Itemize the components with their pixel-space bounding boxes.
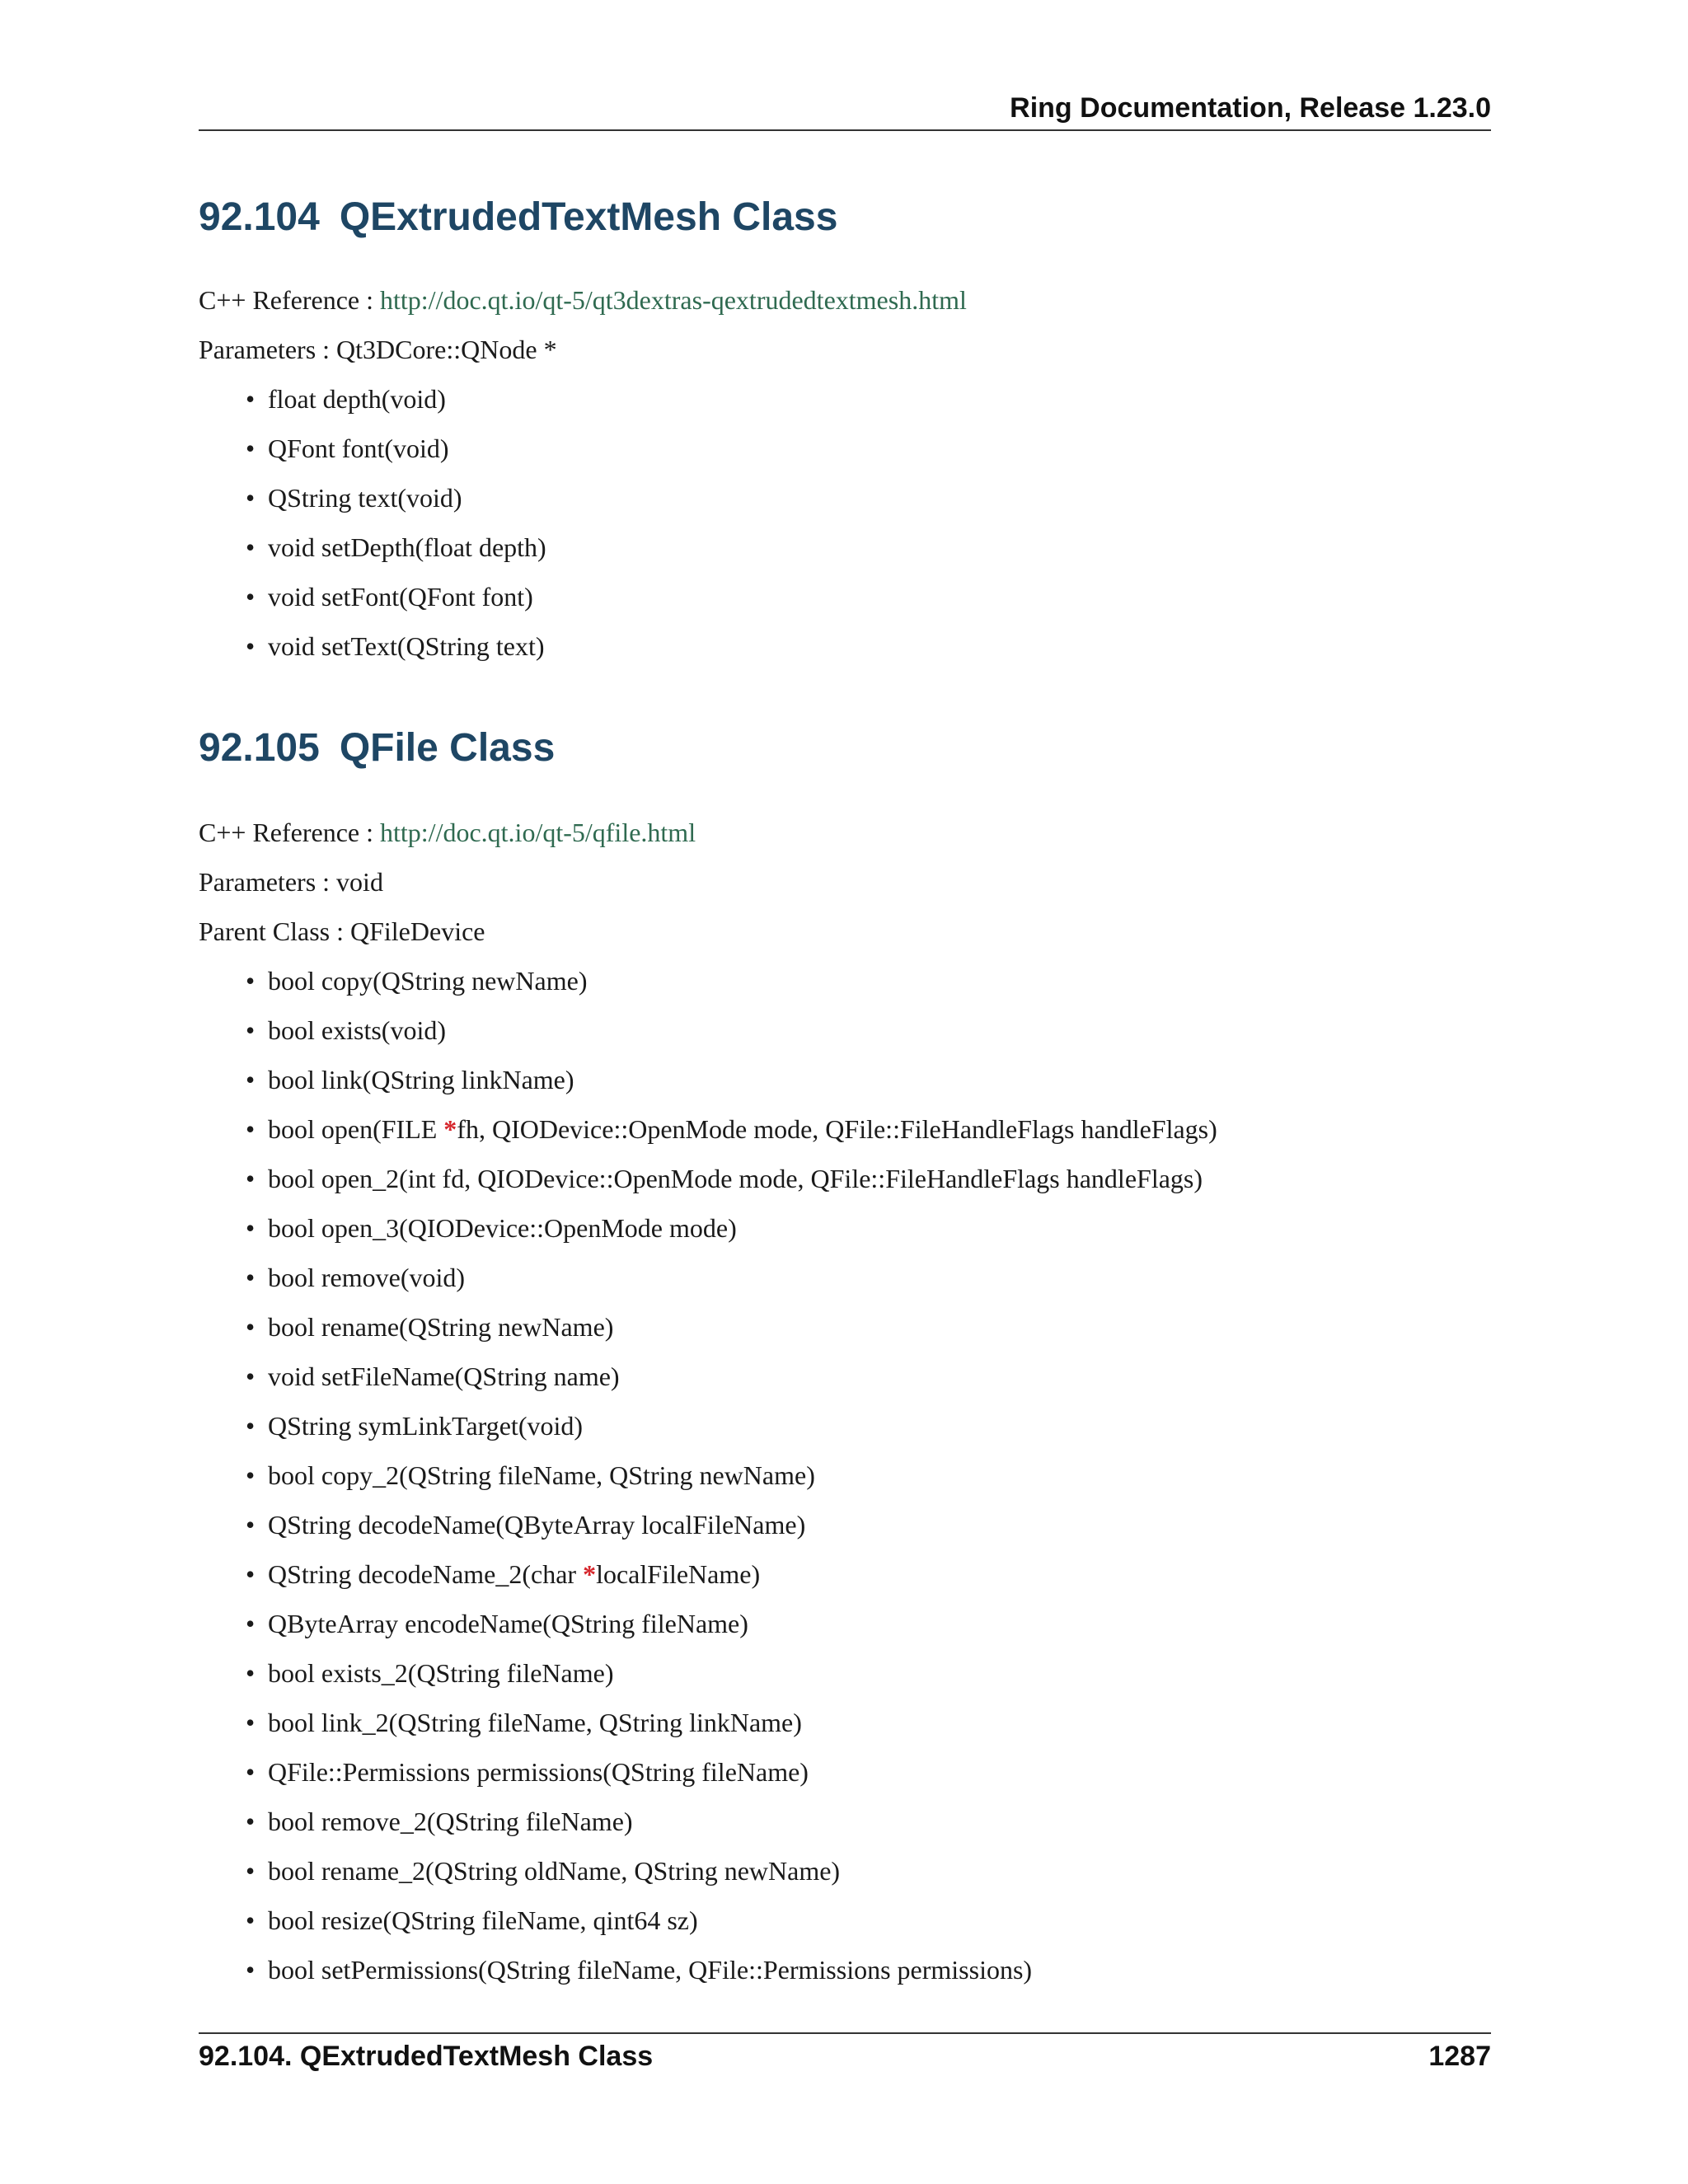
section-number: 92.105 bbox=[199, 726, 320, 770]
method-item bbox=[246, 1409, 1217, 1459]
method-signature: QString decodeName_2(char bbox=[268, 1559, 584, 1589]
section-title: QFile Class bbox=[339, 726, 556, 770]
bullet-icon: • bbox=[246, 1757, 256, 1787]
method-item bbox=[246, 1508, 1217, 1558]
method-signature: bool setPermissions(QString fileName, QFile::Permissions permissions) bbox=[268, 1955, 1033, 1985]
bullet-icon: • bbox=[246, 1312, 256, 1342]
cpp-reference-link[interactable]: http://doc.qt.io/qt-5/qt3dextras-qextrudedtextmesh.html bbox=[380, 285, 967, 315]
method-signature: void setDepth(float depth) bbox=[268, 532, 546, 562]
footer-divider bbox=[199, 2032, 1491, 2034]
bullet-icon: • bbox=[246, 1164, 256, 1193]
bullet-icon: • bbox=[246, 1213, 256, 1243]
method-item bbox=[246, 1113, 1217, 1162]
method-item bbox=[246, 382, 546, 432]
method-signature: void setText(QString text) bbox=[268, 631, 545, 661]
bullet-icon: • bbox=[246, 1510, 256, 1540]
method-list bbox=[246, 964, 1217, 2003]
method-signature: bool remove(void) bbox=[268, 1263, 466, 1292]
method-item bbox=[246, 1212, 1217, 1261]
header-divider bbox=[199, 129, 1491, 131]
bullet-icon: • bbox=[246, 1955, 256, 1985]
method-item bbox=[246, 432, 546, 481]
method-signature: bool exists(void) bbox=[268, 1015, 446, 1045]
method-signature: bool remove_2(QString fileName) bbox=[268, 1807, 633, 1836]
parameters-line: Parameters : void bbox=[199, 867, 383, 897]
method-signature: bool rename_2(QString oldName, QString newName) bbox=[268, 1856, 841, 1886]
cpp-reference-link[interactable]: http://doc.qt.io/qt-5/qfile.html bbox=[380, 818, 696, 847]
method-signature: QFont font(void) bbox=[268, 434, 449, 463]
bullet-icon: • bbox=[246, 483, 256, 513]
pointer-asterisk: * bbox=[583, 1559, 597, 1589]
method-signature: QByteArray encodeName(QString fileName) bbox=[268, 1609, 748, 1638]
bullet-icon: • bbox=[246, 1361, 256, 1391]
section-heading-qextrudedtextmesh bbox=[199, 194, 837, 240]
method-item bbox=[246, 481, 546, 531]
method-item bbox=[246, 1607, 1217, 1657]
bullet-icon: • bbox=[246, 1708, 256, 1737]
method-item bbox=[246, 1953, 1217, 2003]
section-number: 92.104 bbox=[199, 195, 320, 239]
method-signature-rest: fh, QIODevice::OpenMode mode, QFile::FileHandleFlags handleFlags) bbox=[457, 1114, 1217, 1144]
bullet-icon: • bbox=[246, 1905, 256, 1935]
method-item bbox=[246, 1904, 1217, 1953]
cpp-reference-label: C++ Reference : bbox=[199, 818, 373, 847]
bullet-icon: • bbox=[246, 384, 256, 414]
bullet-icon: • bbox=[246, 582, 256, 612]
method-signature: bool link(QString linkName) bbox=[268, 1065, 574, 1094]
footer-section-label: 92.104. QExtrudedTextMesh Class bbox=[199, 2041, 654, 2072]
method-item bbox=[246, 580, 546, 630]
method-signature: bool copy_2(QString fileName, QString newName) bbox=[268, 1460, 815, 1490]
bullet-icon: • bbox=[246, 1263, 256, 1292]
method-item bbox=[246, 1755, 1217, 1805]
method-item bbox=[246, 1459, 1217, 1508]
cpp-reference-label: C++ Reference : bbox=[199, 285, 373, 315]
bullet-icon: • bbox=[246, 1807, 256, 1836]
method-item bbox=[246, 964, 1217, 1014]
bullet-icon: • bbox=[246, 434, 256, 463]
method-signature: bool resize(QString fileName, qint64 sz) bbox=[268, 1905, 698, 1935]
method-item bbox=[246, 531, 546, 580]
method-signature: void setFileName(QString name) bbox=[268, 1361, 620, 1391]
method-item bbox=[246, 1558, 1217, 1607]
running-header: Ring Documentation, Release 1.23.0 bbox=[1010, 92, 1491, 124]
method-list bbox=[246, 382, 546, 679]
bullet-icon: • bbox=[246, 1658, 256, 1688]
method-signature: QString decodeName(QByteArray localFileName) bbox=[268, 1510, 806, 1540]
page-number: 1287 bbox=[1428, 2041, 1491, 2072]
method-signature: bool open_2(int fd, QIODevice::OpenMode mode, QFile::FileHandleFlags handleFlags) bbox=[268, 1164, 1203, 1193]
bullet-icon: • bbox=[246, 1460, 256, 1490]
bullet-icon: • bbox=[246, 1411, 256, 1441]
bullet-icon: • bbox=[246, 1559, 256, 1589]
method-signature: bool open(FILE bbox=[268, 1114, 444, 1144]
bullet-icon: • bbox=[246, 966, 256, 996]
method-item bbox=[246, 1162, 1217, 1212]
method-item bbox=[246, 1310, 1217, 1360]
pointer-asterisk: * bbox=[443, 1114, 457, 1144]
method-signature: QString text(void) bbox=[268, 483, 462, 513]
method-signature: bool open_3(QIODevice::OpenMode mode) bbox=[268, 1213, 737, 1243]
cpp-reference-line bbox=[199, 284, 967, 316]
method-item bbox=[246, 1360, 1217, 1409]
method-signature: bool exists_2(QString fileName) bbox=[268, 1658, 614, 1688]
method-signature: bool copy(QString newName) bbox=[268, 966, 588, 996]
bullet-icon: • bbox=[246, 1065, 256, 1094]
cpp-reference-line bbox=[199, 816, 696, 849]
method-item bbox=[246, 1261, 1217, 1310]
method-signature: QFile::Permissions permissions(QString fileName) bbox=[268, 1757, 809, 1787]
method-signature: bool link_2(QString fileName, QString linkName) bbox=[268, 1708, 802, 1737]
bullet-icon: • bbox=[246, 532, 256, 562]
method-item bbox=[246, 630, 546, 679]
bullet-icon: • bbox=[246, 1609, 256, 1638]
method-item bbox=[246, 1014, 1217, 1063]
method-item bbox=[246, 1063, 1217, 1113]
section-heading-qfile bbox=[199, 725, 555, 771]
parameters-line: Parameters : Qt3DCore::QNode * bbox=[199, 335, 557, 364]
method-item bbox=[246, 1706, 1217, 1755]
bullet-icon: • bbox=[246, 631, 256, 661]
method-signature: bool rename(QString newName) bbox=[268, 1312, 614, 1342]
section-title: QExtrudedTextMesh Class bbox=[339, 195, 838, 239]
method-signature: void setFont(QFont font) bbox=[268, 582, 533, 612]
method-item bbox=[246, 1805, 1217, 1854]
parent-class-line: Parent Class : QFileDevice bbox=[199, 916, 485, 946]
method-item bbox=[246, 1657, 1217, 1706]
bullet-icon: • bbox=[246, 1114, 256, 1144]
method-signature: QString symLinkTarget(void) bbox=[268, 1411, 584, 1441]
bullet-icon: • bbox=[246, 1015, 256, 1045]
method-signature: float depth(void) bbox=[268, 384, 446, 414]
document-page bbox=[199, 0, 1491, 2184]
bullet-icon: • bbox=[246, 1856, 256, 1886]
method-signature-rest: localFileName) bbox=[596, 1559, 761, 1589]
method-item bbox=[246, 1854, 1217, 1904]
